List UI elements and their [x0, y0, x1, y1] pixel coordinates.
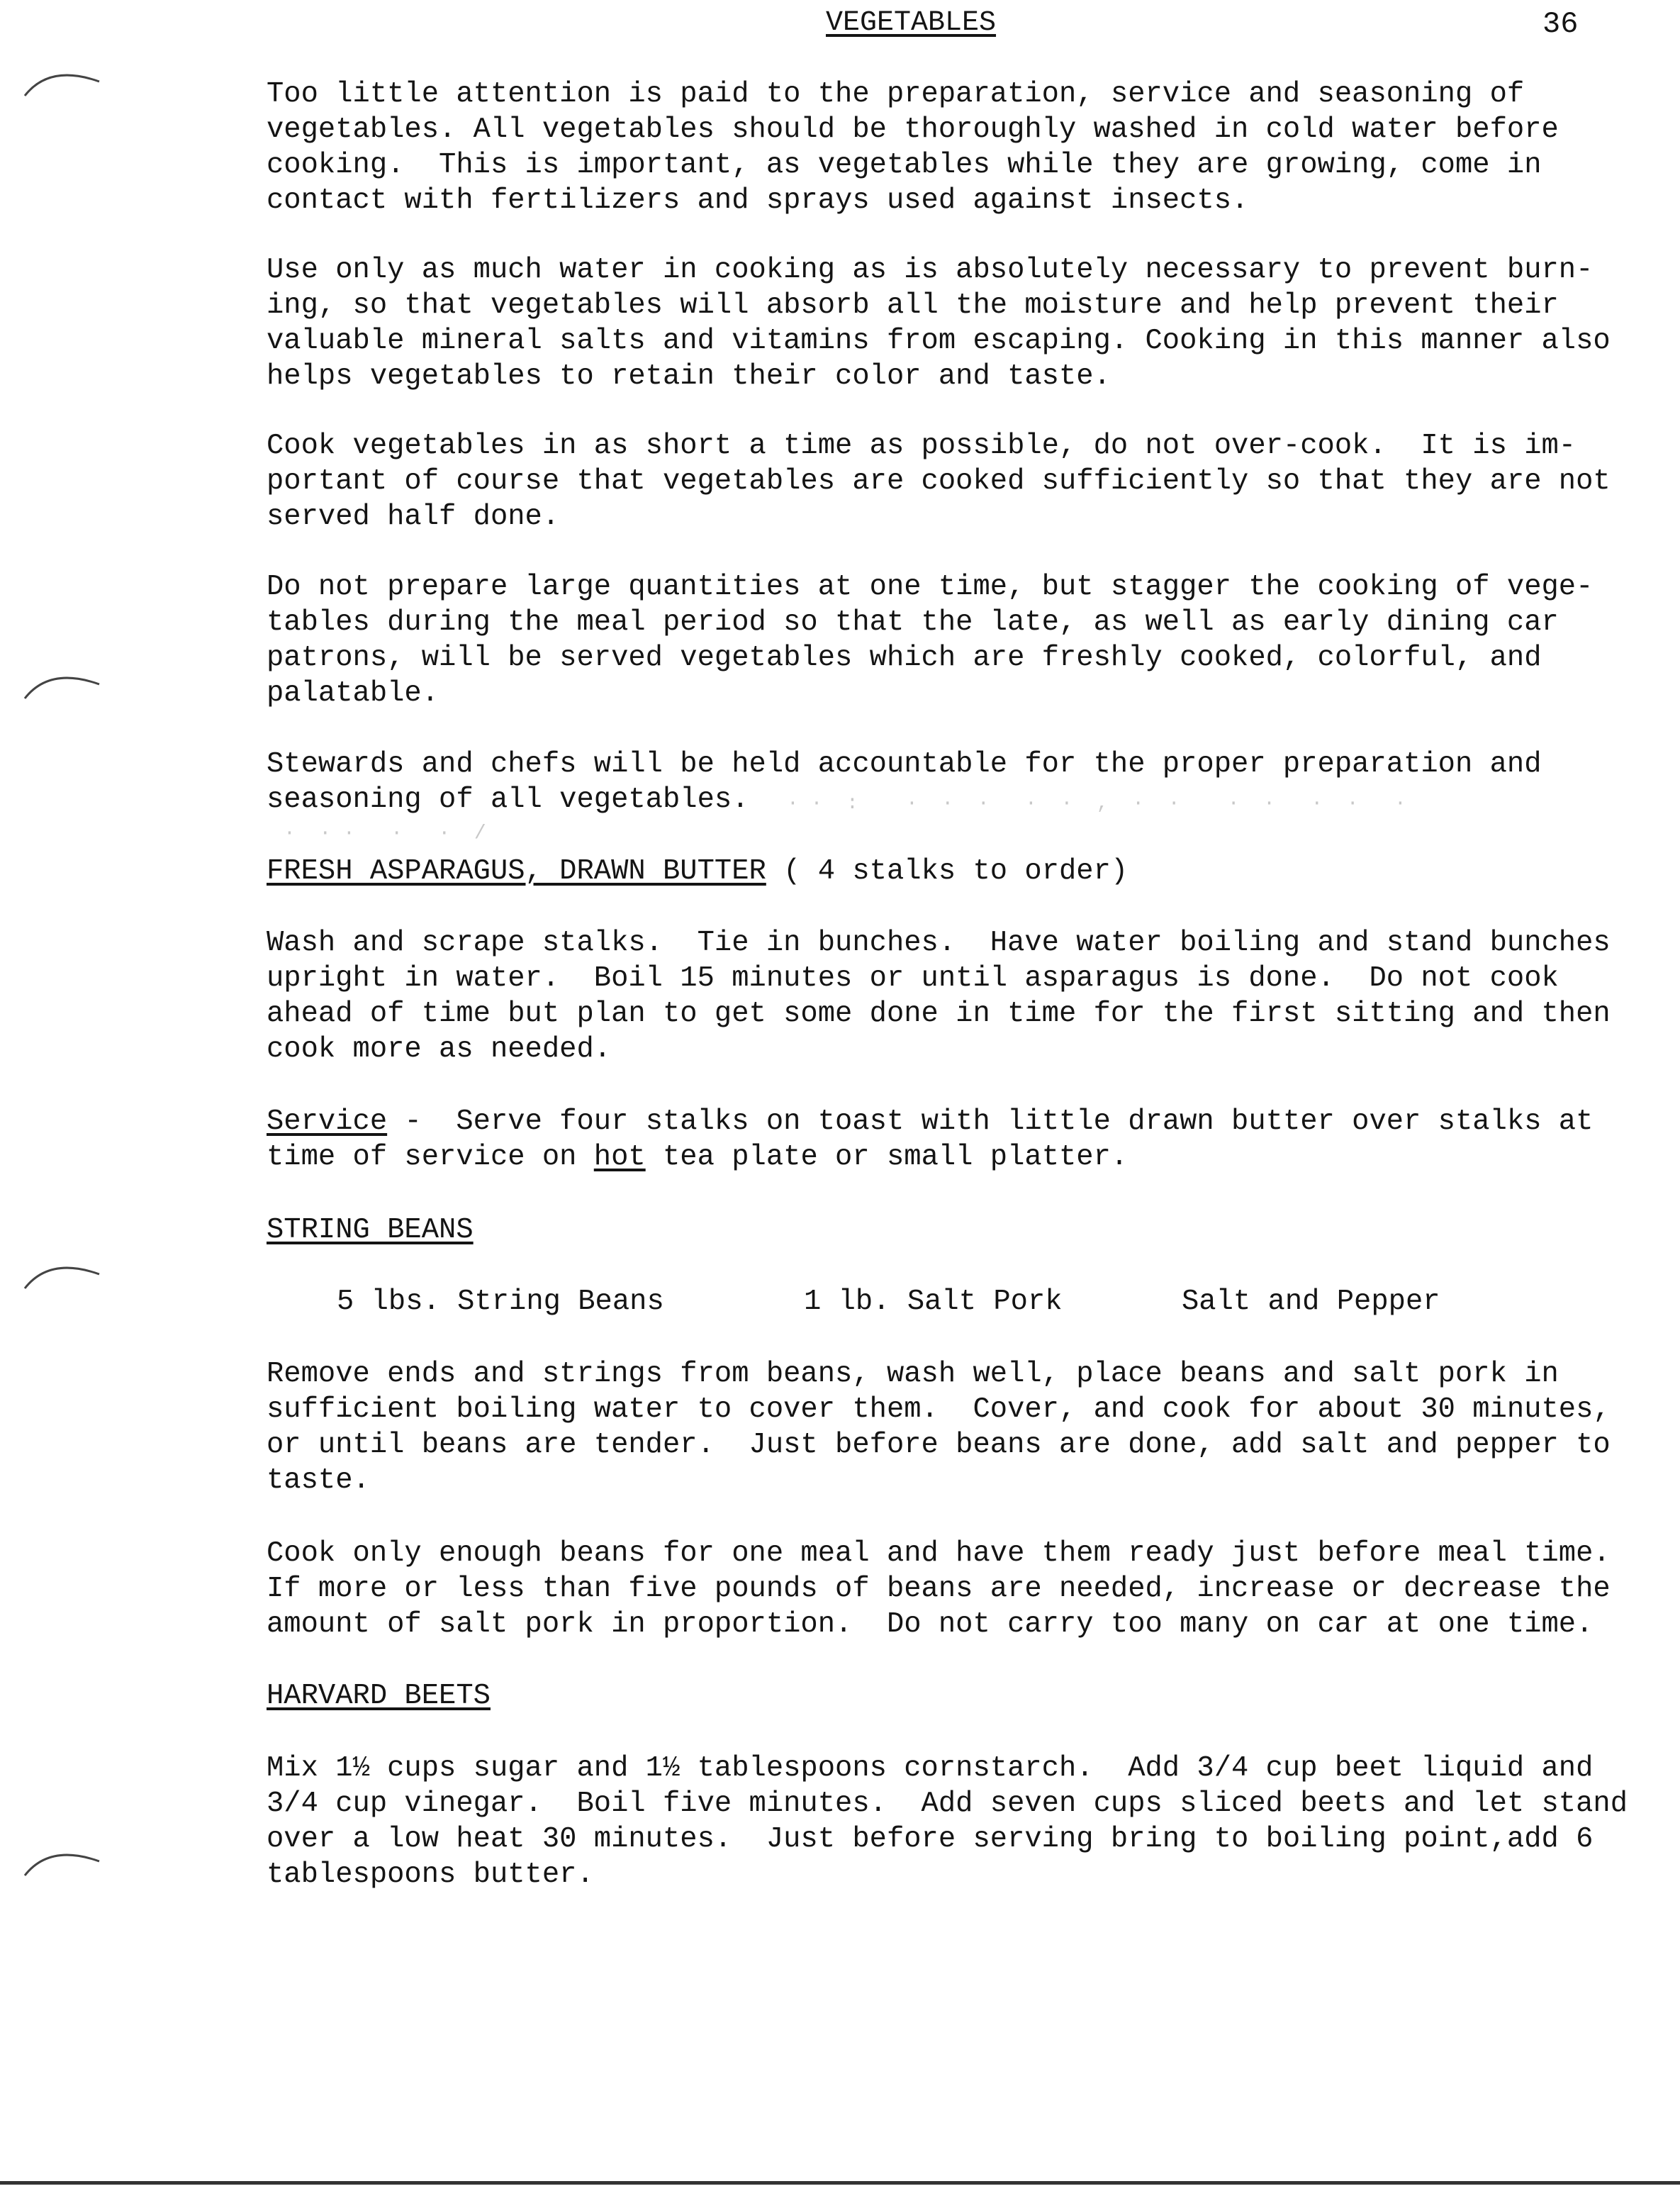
section-heading-asparagus: FRESH ASPARAGUS, DRAWN BUTTER ( 4 stalks to order) — [267, 855, 1129, 888]
punch-hole-mark — [21, 1256, 106, 1299]
text-line: seasoning of all vegetables. — [267, 784, 749, 816]
text-line: tablespoons butter. — [267, 1858, 594, 1891]
text-line: palatable. — [267, 677, 439, 710]
intro-paragraph-3 — [267, 428, 1677, 535]
text-line: 3/4 cup vinegar. Boil five minutes. Add seven cups sliced beets and let stand — [267, 1788, 1628, 1820]
text-line: Mix 1½ cups sugar and 1½ tablespoons cornstarch. Add 3/4 cup beet liquid and — [267, 1752, 1594, 1785]
ingredient-item: 5 lbs. String Beans — [337, 1286, 664, 1318]
asparagus-instructions — [267, 925, 1677, 1067]
text-line: valuable mineral salts and vitamins from escaping. Cooking in this manner also — [267, 325, 1611, 357]
text-line: upright in water. Boil 15 minutes or until asparagus is done. Do not cook — [267, 962, 1559, 995]
text-line: Too little attention is paid to the preparation, service and seasoning of — [267, 78, 1525, 111]
text-line: patrons, will be served vegetables which are freshly cooked, colorful, and — [267, 642, 1542, 674]
text-line: sufficient boiling water to cover them. Cover, and cook for about 30 minutes, — [267, 1393, 1611, 1426]
text-line: vegetables. All vegetables should be thoroughly washed in cold water before — [267, 113, 1559, 146]
text-line: If more or less than five pounds of beans are needed, increase or decrease the — [267, 1573, 1611, 1605]
erased-text-smudge: · · · · · / — [284, 823, 486, 844]
text-line: over a low heat 30 minutes. Just before serving bring to boiling point,add 6 — [267, 1823, 1594, 1856]
ingredient-item: Salt and Pepper — [1182, 1286, 1440, 1318]
page-bottom-edge — [0, 2181, 1680, 2185]
punch-hole-mark — [21, 1844, 106, 1886]
punch-hole-mark — [21, 667, 106, 709]
text-line: ahead of time but plan to get some done in time for the first sitting and then — [267, 998, 1611, 1030]
string-beans-notes — [267, 1536, 1677, 1642]
text-line: amount of salt pork in proportion. Do not carry too many on car at one time. — [267, 1608, 1594, 1641]
section-heading-string-beans: STRING BEANS — [267, 1214, 474, 1247]
text-line: contact with fertilizers and sprays used against insects. — [267, 184, 1249, 217]
text-line: Do not prepare large quantities at one time, but stagger the cooking of vege- — [267, 571, 1594, 603]
erased-text-smudge: · · : · · · · · , · · · · · · · — [787, 793, 1406, 815]
text-line: Stewards and chefs will be held accountable for the proper preparation and — [267, 748, 1542, 781]
intro-paragraph-2 — [267, 252, 1677, 394]
text-line: Wash and scrape stalks. Tie in bunches. Have water boiling and stand bunches — [267, 927, 1611, 959]
intro-paragraph-4 — [267, 569, 1677, 711]
text-line: helps vegetables to retain their color and taste. — [267, 360, 1111, 393]
intro-paragraph-1 — [267, 77, 1677, 218]
text-line: Cook vegetables in as short a time as possible, do not over-cook. It is im- — [267, 430, 1577, 462]
text-line: served half done. — [267, 501, 560, 533]
text-line: ing, so that vegetables will absorb all the moisture and help prevent their — [267, 289, 1559, 322]
page-title: VEGETABLES — [826, 7, 997, 39]
section-heading-harvard-beets: HARVARD BEETS — [267, 1680, 491, 1712]
page-number: 36 — [1542, 7, 1579, 41]
text-line: or until beans are tender. Just before beans are done, add salt and pepper to — [267, 1429, 1611, 1461]
asparagus-service: Service - Serve four stalks on toast with little drawn butter over stalks at time of service on hot tea plate or small platter. — [267, 1105, 1594, 1173]
text-line: cook more as needed. — [267, 1033, 612, 1066]
string-beans-instructions — [267, 1356, 1677, 1498]
text-line: portant of course that vegetables are cooked sufficiently so that they are not — [267, 465, 1611, 498]
text-line: taste. — [267, 1464, 370, 1497]
text-line: tables during the meal period so that the late, as well as early dining car — [267, 606, 1559, 639]
text-line: Use only as much water in cooking as is absolutely necessary to prevent burn- — [267, 254, 1594, 286]
text-line: cooking. This is important, as vegetables while they are growing, come in — [267, 149, 1542, 182]
ingredient-item: 1 lb. Salt Pork — [804, 1286, 1063, 1318]
text-line: Remove ends and strings from beans, wash well, place beans and salt pork in — [267, 1358, 1559, 1390]
harvard-beets-instructions — [267, 1751, 1677, 1892]
text-line: Cook only enough beans for one meal and have them ready just before meal time. — [267, 1537, 1611, 1570]
punch-hole-mark — [21, 64, 106, 106]
